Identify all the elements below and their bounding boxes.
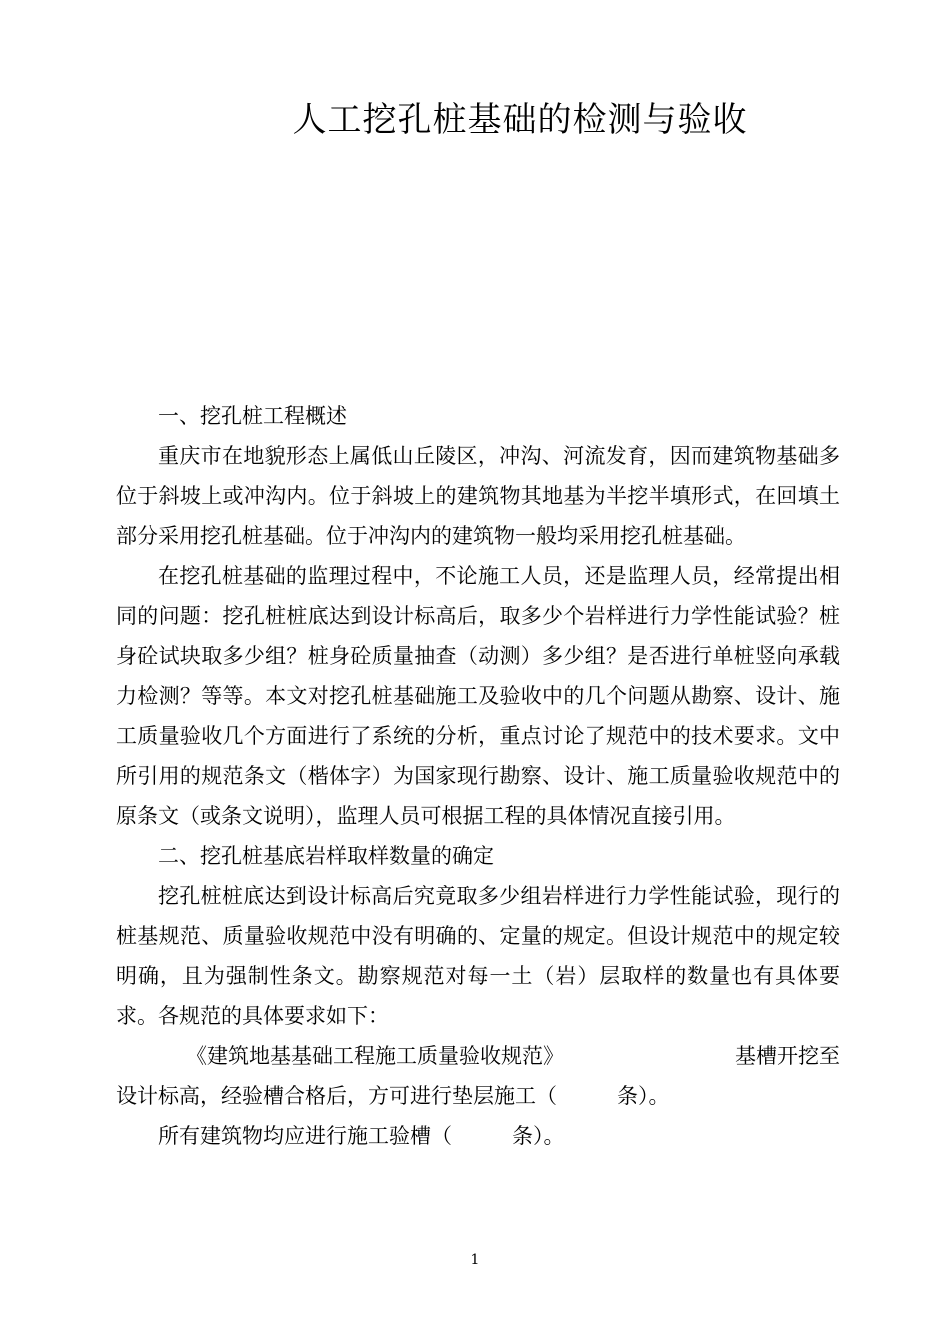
paragraph-3-end: 条）。 xyxy=(512,1124,565,1148)
quote-line-1 xyxy=(116,1036,840,1076)
document-title: 人工挖孔桩基础的检测与验收 xyxy=(292,100,748,140)
paragraph-3-text: 所有建筑物均应进行施工验槽（ xyxy=(158,1124,452,1148)
section-2-paragraph-3 xyxy=(116,1116,840,1156)
quote-line-2-text: 设计标高，经验槽合格后，方可进行垫层施工（ xyxy=(116,1084,557,1108)
section-2-heading: 二、挖孔桩基底岩样取样数量的确定 xyxy=(158,844,494,868)
section-2-paragraph-1: 挖孔桩桩底达到设计标高后究竟取多少组岩样进行力学性能试验，现行的桩基规范、质量验收规范中没有明确的、定量的规定。但设计规范中的规定较明确，且为强制性条文。勘察规范对每一土（岩）层取样的数量也有具体要求。各规范的具体要求如下： xyxy=(116,884,840,1028)
document-body xyxy=(116,396,840,1156)
section-1-paragraph-2: 在挖孔桩基础的监理过程中，不论施工人员，还是监理人员，经常提出相同的问题：挖孔桩桩底达到设计标高后，取多少个岩样进行力学性能试验？桩身砼试块取多少组？桩身砼质量抽查（动测）多少组？是否进行单桩竖向承载力检测？等等。本文对挖孔桩基础施工及验收中的几个问题从勘察、设计、施工质量验收几个方面进行了系统的分析，重点讨论了规范中的技术要求。文中所引用的规范条文（楷体字）为国家现行勘察、设计、施工质量验收规范中的原条文（或条文说明），监理人员可根据工程的具体情况直接引用。 xyxy=(116,564,840,828)
quote-line-2 xyxy=(116,1076,840,1116)
page-number: 1 xyxy=(470,1252,480,1268)
quote-line-1-right: 基槽开挖至 xyxy=(735,1044,840,1068)
section-1-paragraph-1: 重庆市在地貌形态上属低山丘陵区，冲沟、河流发育，因而建筑物基础多位于斜坡上或冲沟内。位于斜坡上的建筑物其地基为半挖半填形式，在回填土部分采用挖孔桩基础。位于冲沟内的建筑物一般均采用挖孔桩基础。 xyxy=(116,444,840,548)
quote-standard-name: 《建筑地基基础工程施工质量验收规范》 xyxy=(186,1044,564,1068)
quote-line-2-end: 条）。 xyxy=(617,1084,670,1108)
section-1-heading: 一、挖孔桩工程概述 xyxy=(158,404,347,428)
